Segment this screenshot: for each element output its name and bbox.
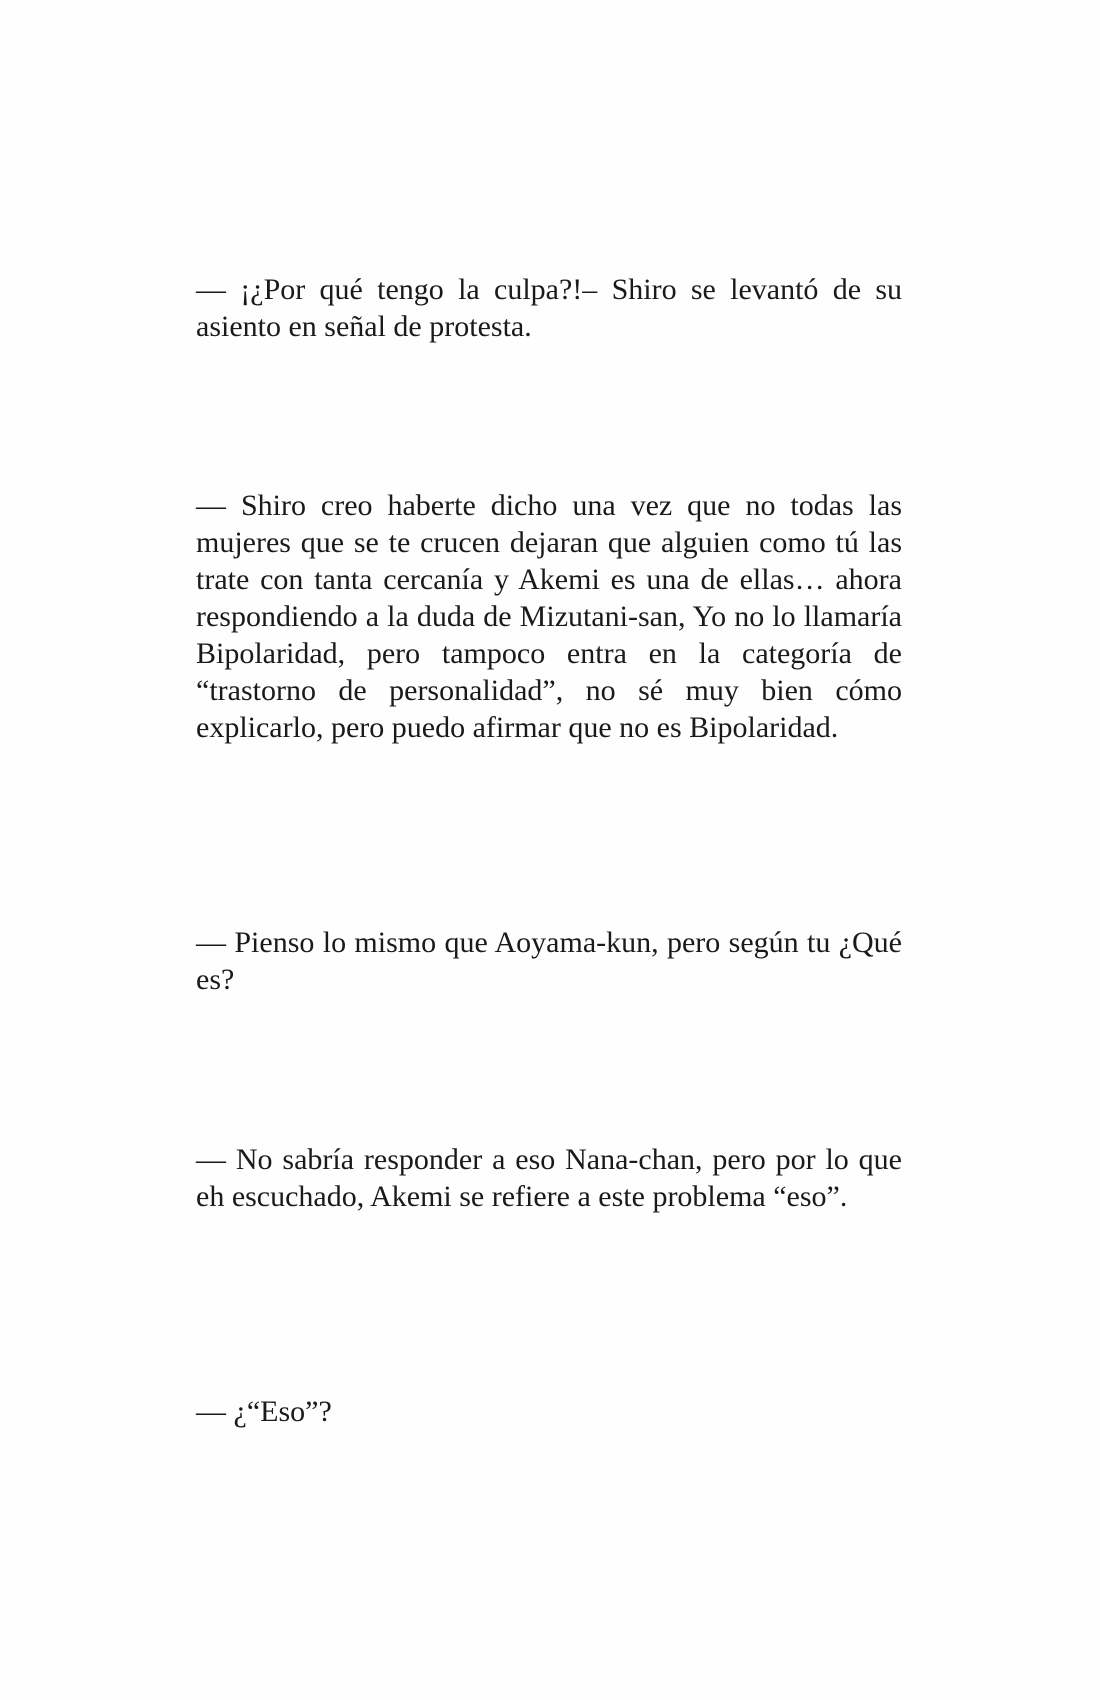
dialogue-paragraph: — ¿“Eso”?: [196, 1395, 332, 1428]
dialogue-paragraph: — ¡¿Por qué tengo la culpa?!– Shiro se levantó de su asiento en señal de protesta.: [196, 273, 902, 343]
dialogue-paragraph: — Pienso lo mismo que Aoyama-kun, pero según tu ¿Qué es?: [196, 926, 902, 996]
dialogue-paragraph: — No sabría responder a eso Nana-chan, pero por lo que eh escuchado, Akemi se refiere a este problema “eso”.: [196, 1143, 902, 1213]
dialogue-paragraph: — Shiro creo haberte dicho una vez que no todas las mujeres que se te crucen dejaran que alguien como tú las trate con tanta cercanía y Akemi es una de ellas… ahora respondiendo a la duda de Mizutani-san, Yo no lo llamaría Bipolaridad, pero tampoco entra en la categoría de “trastorno de personalidad”, no sé muy bien cómo explicarlo, pero puedo afirmar que no es Bipolaridad.: [196, 489, 902, 744]
